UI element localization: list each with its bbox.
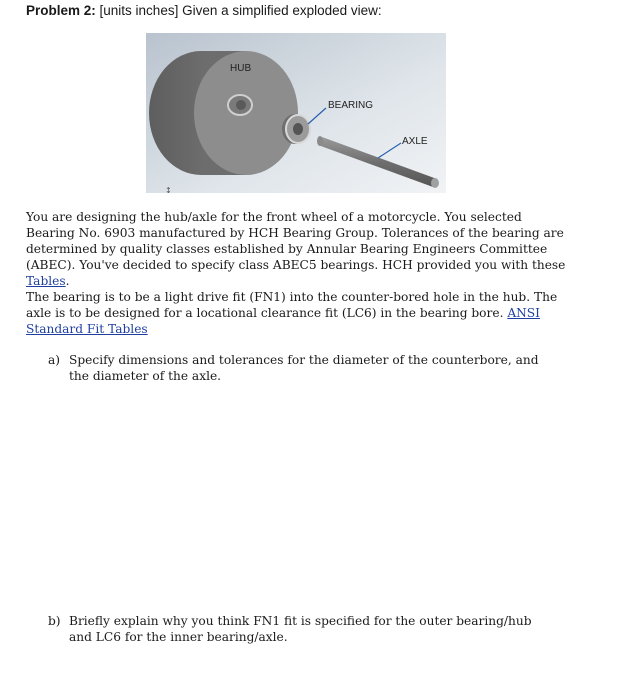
paragraph-bearing-selection <box>26 209 574 289</box>
exploded-view-drawing <box>146 33 446 193</box>
paragraph-fit-requirements <box>26 289 574 337</box>
bearing-label: BEARING <box>328 100 374 111</box>
problem-number: Problem 2: <box>26 3 96 18</box>
question-b-marker: b) <box>48 614 61 628</box>
hub-shape <box>149 51 298 175</box>
tables-link[interactable]: Tables <box>26 274 66 288</box>
exploded-view-figure <box>146 33 446 193</box>
problem-description: [units inches] Given a simplified exploded view: <box>95 3 382 18</box>
question-b <box>48 613 558 645</box>
ansi-fit-tables-link[interactable]: ANSI Standard Fit Tables <box>26 306 540 336</box>
question-a-text: Specify dimensions and tolerances for the diameter of the counterbore, and the diameter of the axle. <box>69 353 539 383</box>
paragraph1-end: . <box>65 274 70 288</box>
question-a <box>48 352 558 384</box>
question-b-text: Briefly explain why you think FN1 fit is specified for the outer bearing/hub and LC6 for the inner bearing/axle. <box>69 614 532 644</box>
question-a-marker: a) <box>48 353 61 367</box>
axle-label: AXLE <box>402 136 428 147</box>
bearing-shape <box>282 114 310 144</box>
figure-marker-glyph: ↕ <box>165 186 172 195</box>
paragraph2-text: The bearing is to be a light drive fit (FN1) into the counter-bored hole in the hub. The axle is to be designed for a locational clearance fit (LC6) in the bearing bore. <box>26 290 558 320</box>
hub-label: HUB <box>230 63 252 74</box>
paragraph1-text: You are designing the hub/axle for the front wheel of a motorcycle. You selected Bearing No. 6903 manufactured by HCH Bearing Group. Tolerances of the bearing are determined by quality classes established by Annular Bearing Engineers Committee (ABEC). You've decided to specify class ABEC5 bearings. HCH provided you with these <box>26 210 566 272</box>
problem-heading <box>26 3 382 18</box>
